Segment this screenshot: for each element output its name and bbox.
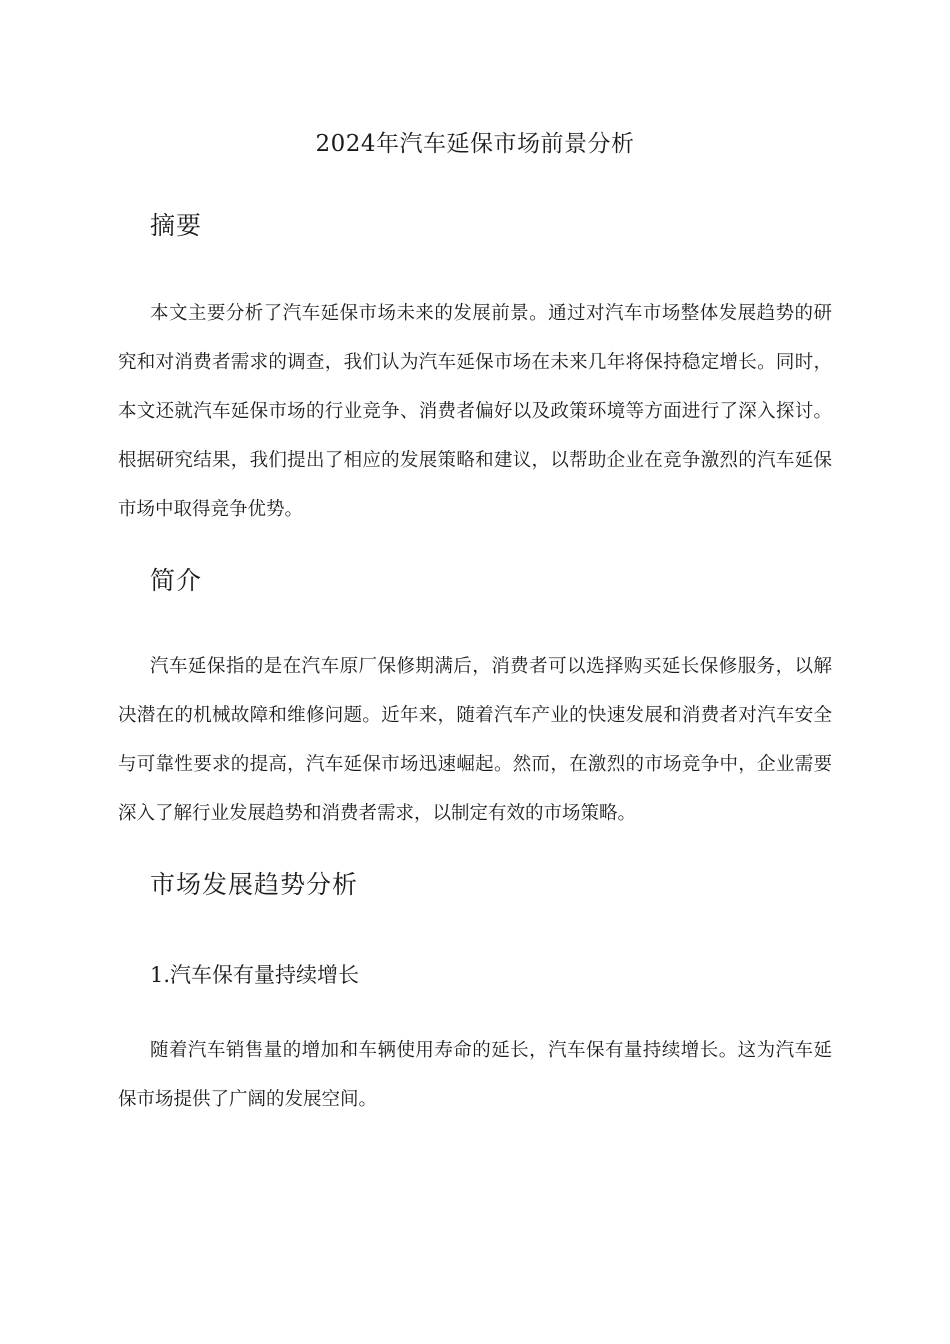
section-heading-market-trend: 市场发展趋势分析 [150, 870, 359, 899]
paragraph-abstract: 本文主要分析了汽车延保市场未来的发展前景。通过对汽车市场整体发展趋势的研究和对消费者需求的调查，我们认为汽车延保市场在未来几年将保持稳定增长。同时，本文还就汽车延保市场的行业竞争、消费者偏好以及政策环境等方面进行了深入探讨。根据研究结果，我们提出了相应的发展策略和建议，以帮助企业在竞争激烈的汽车延保市场中取得竞争优势。 [118, 303, 832, 520]
paragraph-intro: 汽车延保指的是在汽车原厂保修期满后，消费者可以选择购买延长保修服务，以解决潜在的机械故障和维修问题。近年来，随着汽车产业的快速发展和消费者对汽车安全与可靠性要求的提高，汽车延保市场迅速崛起。然而，在激烈的市场竞争中，企业需要深入了解行业发展趋势和消费者需求，以制定有效的市场策略。 [118, 656, 832, 824]
section-heading-intro: 简介 [150, 566, 203, 595]
paragraph-car-ownership: 随着汽车销售量的增加和车辆使用寿命的延长，汽车保有量持续增长。这为汽车延保市场提供了广阔的发展空间。 [118, 1040, 832, 1110]
document-title: 2024年汽车延保市场前景分析 [315, 131, 635, 157]
subsection-heading-car-ownership: 1.汽车保有量持续增长 [150, 963, 360, 987]
section-heading-abstract: 摘要 [150, 211, 203, 240]
